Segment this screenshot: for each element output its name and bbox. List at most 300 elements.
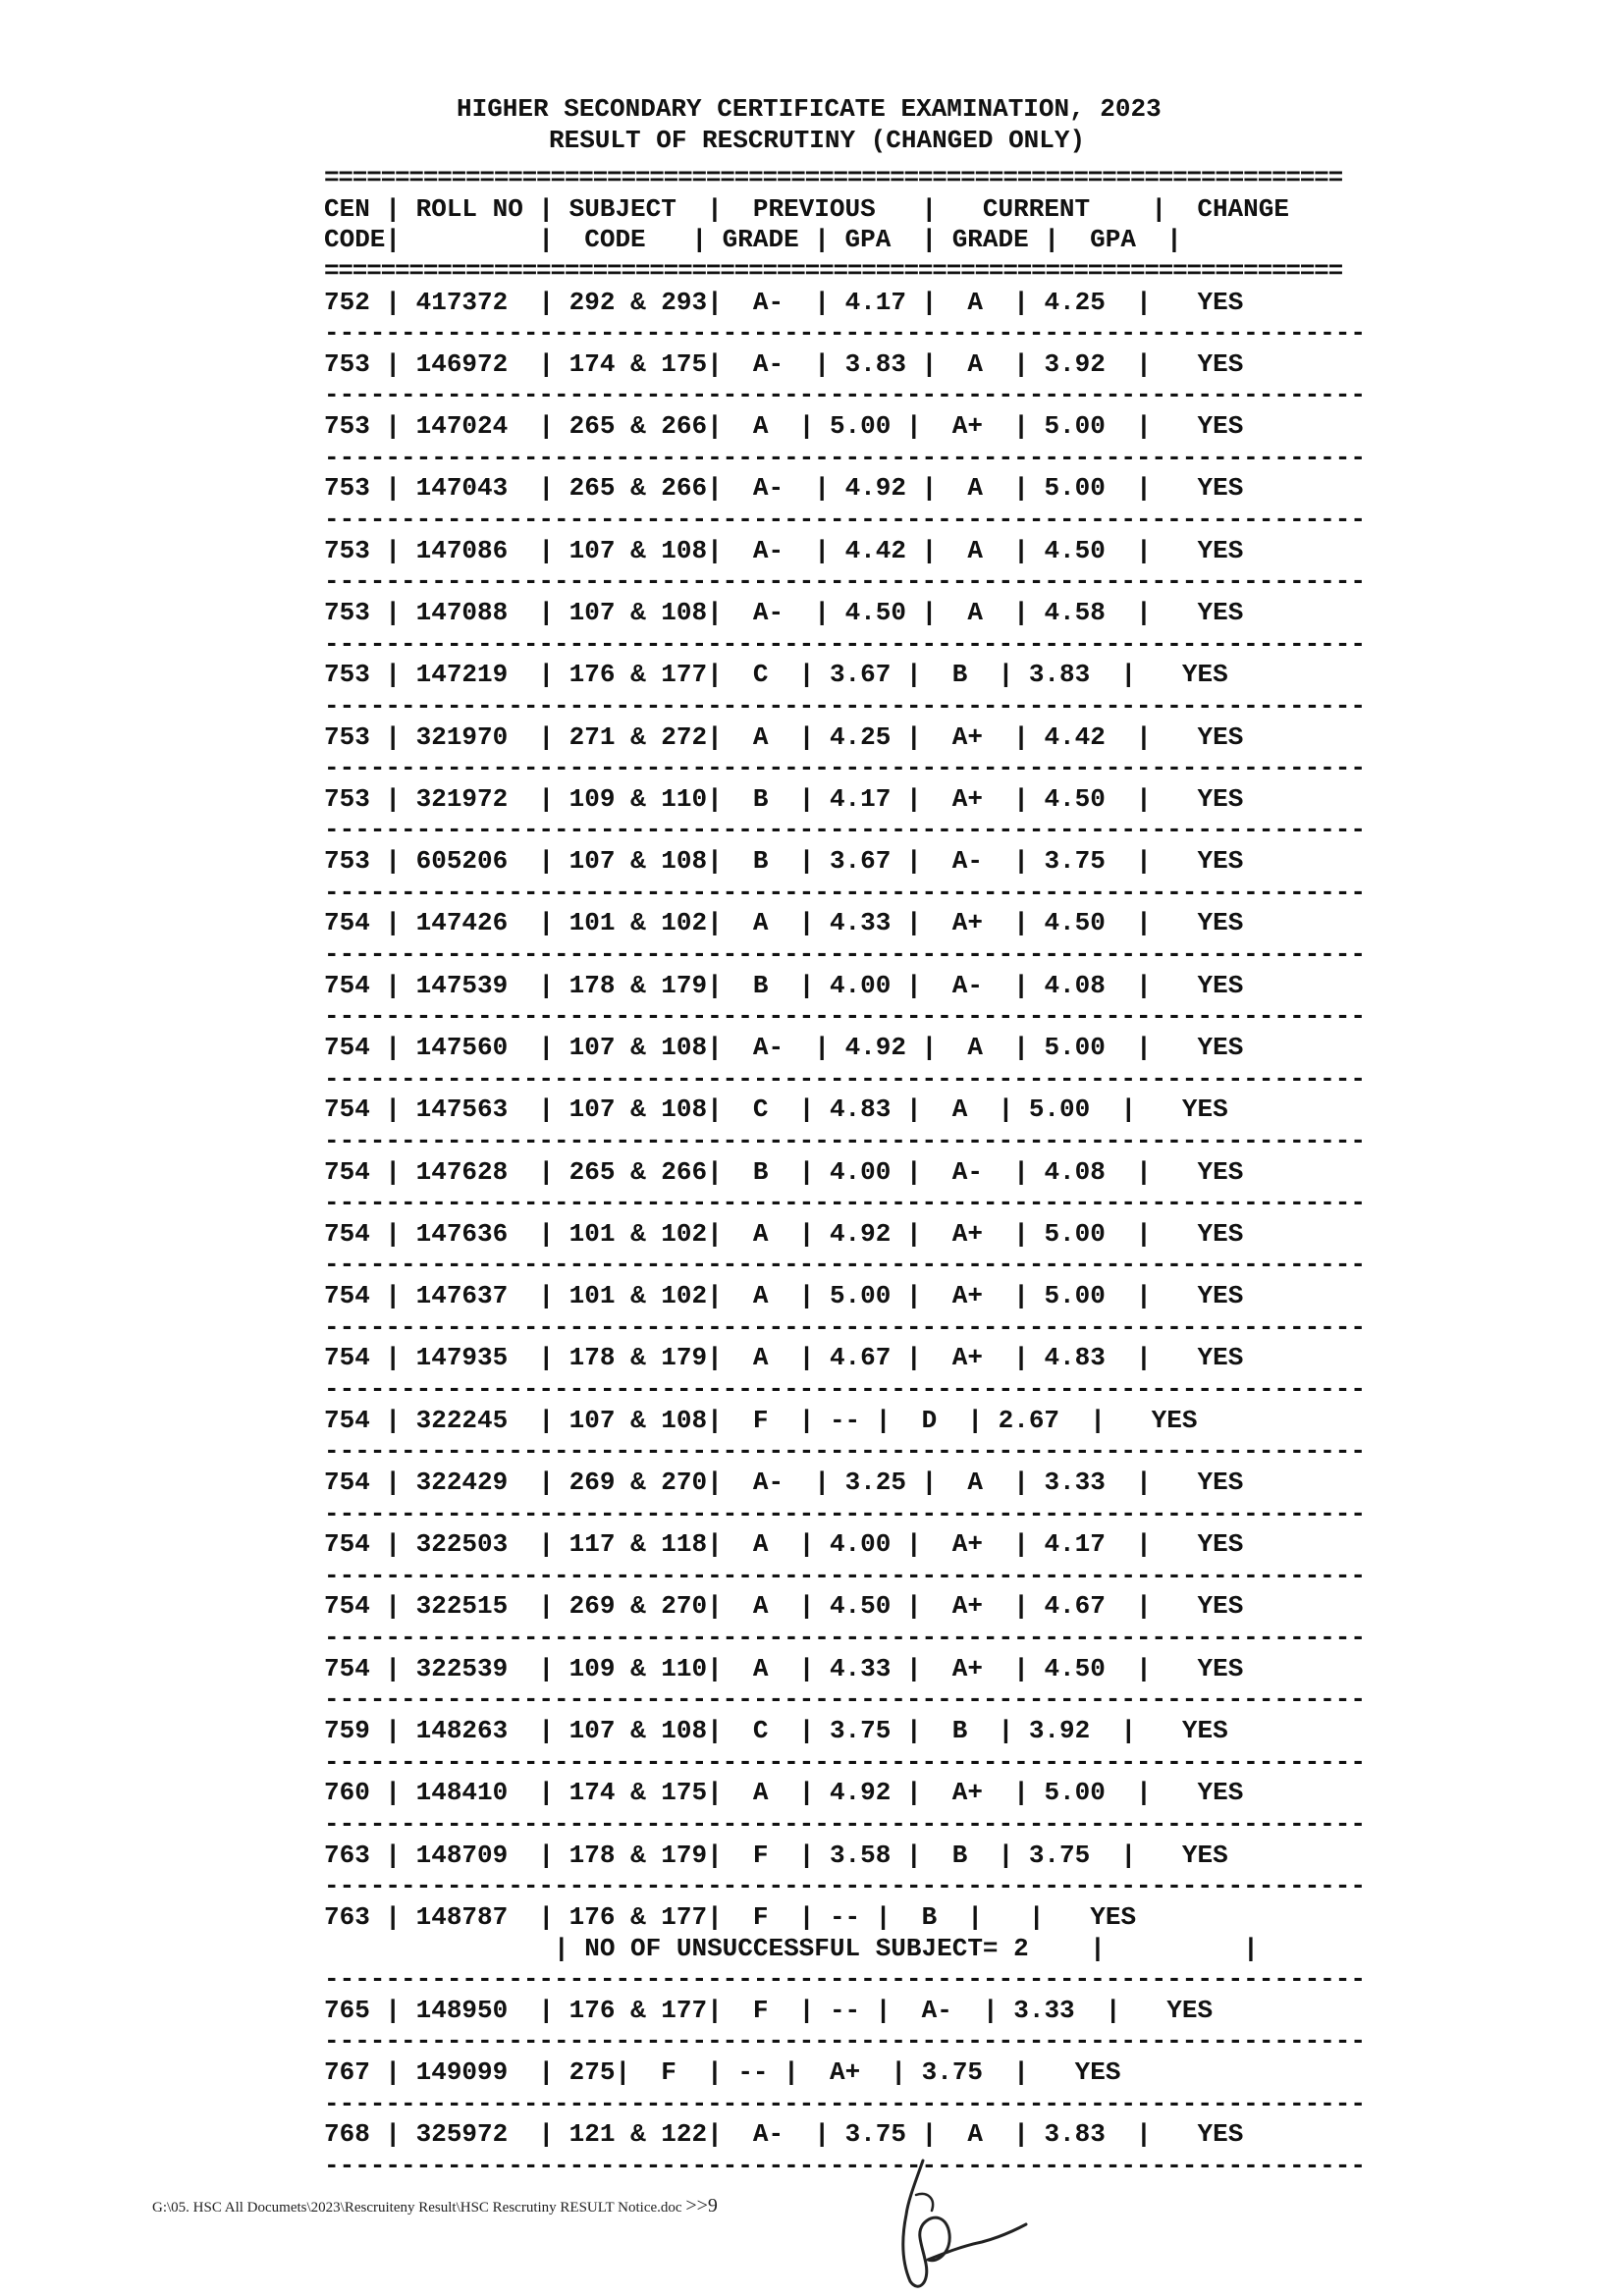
- column-separator: |: [369, 1901, 416, 1932]
- previous-gpa-cell: 4.92: [844, 1032, 906, 1062]
- current-gpa-cell: 3.33: [1013, 1995, 1075, 2025]
- previous-grade-cell: B: [752, 1156, 769, 1187]
- table-row: [324, 2057, 1414, 2089]
- column-separator: |: [983, 2057, 1075, 2088]
- change-cell: YES: [1197, 1156, 1244, 1187]
- previous-grade-cell: A: [752, 1343, 769, 1373]
- table-row: [324, 1033, 1414, 1064]
- double-rule: ========================================================================: [324, 163, 1342, 192]
- column-separator: |: [1105, 721, 1198, 752]
- previous-grade-cell: A-: [752, 287, 784, 317]
- column-separator: |: [369, 1995, 416, 2025]
- previous-gpa-cell: 3.67: [829, 660, 892, 690]
- column-separator: |: [707, 783, 753, 814]
- column-separator: |: [707, 1529, 753, 1560]
- table-row: [324, 784, 1414, 816]
- previous-gpa-cell: 4.50: [829, 1591, 892, 1622]
- column-separator: |: [508, 1778, 569, 1808]
- previous-grade-cell: F: [752, 1995, 769, 2025]
- column-separator: |: [784, 2119, 845, 2150]
- roll-no-cell: 147086: [415, 535, 509, 565]
- row-rule: --------------------------------------------------------------------: [324, 815, 1366, 845]
- change-cell: YES: [1197, 1281, 1244, 1311]
- previous-grade-cell: F: [661, 2057, 676, 2088]
- previous-grade-cell: F: [752, 1840, 769, 1870]
- roll-no-cell: 147935: [415, 1343, 509, 1373]
- column-separator: |: [1105, 1281, 1198, 1311]
- signature: [889, 2156, 1036, 2293]
- column-separator: |: [784, 1032, 845, 1062]
- change-cell: YES: [1197, 597, 1244, 627]
- previous-gpa-cell: --: [737, 2057, 769, 2088]
- current-gpa-cell: 4.25: [1044, 287, 1106, 317]
- current-gpa-cell: 5.00: [1044, 1032, 1106, 1062]
- column-separator: |: [1105, 411, 1198, 442]
- current-grade-cell: A+: [951, 1653, 984, 1683]
- current-grade-cell: A+: [951, 721, 984, 752]
- column-separator: |: [707, 411, 753, 442]
- column-separator: |: [369, 1156, 416, 1187]
- row-rule: --------------------------------------------------------------------: [324, 1311, 1366, 1342]
- subject-code-cell: 176 & 177: [568, 1901, 708, 1932]
- previous-grade-cell: B: [752, 970, 769, 1000]
- column-separator: |: [891, 1156, 952, 1187]
- column-separator: |: [967, 1095, 1029, 1125]
- table-row: [324, 722, 1414, 754]
- row-rule: --------------------------------------------------------------------: [324, 318, 1366, 348]
- subject-code-cell: 101 & 102: [568, 908, 708, 938]
- roll-no-cell: 147560: [415, 1032, 509, 1062]
- column-separator: |: [905, 535, 968, 565]
- column-separator: |: [784, 1467, 845, 1497]
- previous-grade-cell: A-: [752, 597, 784, 627]
- column-separator: |: [369, 535, 416, 565]
- previous-grade-cell: A: [752, 1281, 769, 1311]
- column-separator: |: [983, 473, 1045, 504]
- table-row: [324, 2119, 1414, 2151]
- table-row: [324, 1095, 1414, 1126]
- column-separator: |: [707, 535, 753, 565]
- change-cell: YES: [1166, 1995, 1214, 2025]
- column-separator: |: [768, 970, 830, 1000]
- current-gpa-cell: 4.67: [1044, 1591, 1106, 1622]
- table-row: [324, 1406, 1414, 1437]
- roll-no-cell: 147563: [415, 1095, 509, 1125]
- roll-no-cell: 325972: [415, 2119, 509, 2150]
- previous-grade-cell: A: [752, 721, 769, 752]
- roll-no-cell: 147637: [415, 1281, 509, 1311]
- column-separator: |: [369, 1529, 416, 1560]
- column-separator: |: [369, 1032, 416, 1062]
- roll-no-cell: 147088: [415, 597, 509, 627]
- column-separator: |: [508, 1095, 569, 1125]
- cen-cell: 754: [324, 1218, 370, 1249]
- previous-grade-cell: A-: [752, 348, 784, 379]
- column-separator: |: [891, 1095, 952, 1125]
- current-grade-cell: A+: [951, 411, 984, 442]
- column-separator: |: [508, 1405, 569, 1435]
- change-cell: YES: [1197, 1778, 1244, 1808]
- table-row: [324, 1343, 1414, 1374]
- change-cell: YES: [1197, 1032, 1244, 1062]
- column-separator: |: [860, 1901, 922, 1932]
- column-separator: |: [905, 1467, 968, 1497]
- column-separator: |: [768, 908, 830, 938]
- row-rule: --------------------------------------------------------------------: [324, 1125, 1366, 1155]
- previous-grade-cell: A-: [752, 535, 784, 565]
- previous-grade-cell: A: [752, 908, 769, 938]
- current-gpa-cell: 3.75: [921, 2057, 984, 2088]
- change-cell: YES: [1197, 411, 1244, 442]
- column-separator: |: [891, 1281, 952, 1311]
- table-row: [324, 908, 1414, 939]
- column-separator: |: [707, 287, 753, 317]
- column-separator: |: [1105, 970, 1198, 1000]
- table-row: [324, 1996, 1414, 2027]
- previous-grade-cell: A-: [752, 2119, 784, 2150]
- footer-path-text: G:\05. HSC All Documets\2023\Rescruiteny Result\HSC Rescrutiny RESULT Notice.doc: [152, 2200, 682, 2216]
- previous-gpa-cell: 4.50: [844, 597, 906, 627]
- current-grade-cell: A+: [951, 1591, 984, 1622]
- cen-cell: 753: [324, 660, 370, 690]
- cen-cell: 754: [324, 1653, 370, 1683]
- current-gpa-cell: 5.00: [1044, 473, 1106, 504]
- roll-no-cell: 322429: [415, 1467, 509, 1497]
- column-separator: |: [784, 535, 845, 565]
- column-separator: |: [768, 1281, 830, 1311]
- column-separator: |: [369, 1405, 416, 1435]
- current-grade-cell: B: [921, 1901, 938, 1932]
- column-separator: |: [707, 1281, 753, 1311]
- column-separator: |: [768, 1405, 830, 1435]
- row-rule: --------------------------------------------------------------------: [324, 1250, 1366, 1280]
- column-separator: |: [983, 1156, 1045, 1187]
- column-separator: |: [707, 1840, 753, 1870]
- change-cell: YES: [1197, 1529, 1244, 1560]
- roll-no-cell: 321970: [415, 721, 509, 752]
- current-grade-cell: A-: [951, 970, 984, 1000]
- roll-no-cell: 147043: [415, 473, 509, 504]
- note-row: [324, 1934, 1414, 1965]
- previous-gpa-cell: 4.25: [829, 721, 892, 752]
- column-separator: |: [768, 1156, 830, 1187]
- column-separator: |: [508, 660, 569, 690]
- previous-grade-cell: A: [752, 1778, 769, 1808]
- previous-grade-cell: A-: [752, 1467, 784, 1497]
- row-rule: --------------------------------------------------------------------: [324, 1623, 1366, 1653]
- current-gpa-cell: 4.83: [1044, 1343, 1106, 1373]
- row-rule: --------------------------------------------------------------------: [324, 1001, 1366, 1032]
- header-row-2: CODE| | CODE | GRADE | GPA | GRADE | GPA |: [324, 225, 1182, 255]
- column-separator: |: [891, 970, 952, 1000]
- table-row: [324, 1281, 1414, 1312]
- current-grade-cell: A+: [951, 1778, 984, 1808]
- column-separator: |: [707, 721, 753, 752]
- table-row: [324, 660, 1414, 691]
- change-cell: YES: [1197, 721, 1244, 752]
- current-grade-cell: A+: [829, 2057, 861, 2088]
- roll-no-cell: 147219: [415, 660, 509, 690]
- previous-gpa-cell: 4.00: [829, 970, 892, 1000]
- cen-cell: 754: [324, 1467, 370, 1497]
- column-separator: |: [707, 970, 753, 1000]
- change-cell: YES: [1197, 348, 1244, 379]
- change-cell: YES: [1197, 1343, 1244, 1373]
- column-separator: |: [891, 1529, 952, 1560]
- change-cell: YES: [1197, 970, 1244, 1000]
- subject-code-cell: 107 & 108: [568, 1716, 708, 1746]
- column-separator: |: [1105, 1778, 1198, 1808]
- cen-cell: 754: [324, 1095, 370, 1125]
- change-cell: YES: [1197, 535, 1244, 565]
- current-grade-cell: A+: [951, 1218, 984, 1249]
- subject-code-cell: 178 & 179: [568, 970, 708, 1000]
- roll-no-cell: 147539: [415, 970, 509, 1000]
- current-gpa-cell: 4.50: [1044, 535, 1106, 565]
- column-separator: |: [707, 1405, 753, 1435]
- table-row: [324, 1591, 1414, 1623]
- column-separator: |: [891, 1343, 952, 1373]
- column-separator: |: [369, 783, 416, 814]
- current-grade-cell: A: [967, 535, 984, 565]
- table-row: [324, 1654, 1414, 1685]
- previous-grade-cell: C: [752, 660, 769, 690]
- column-separator: |: [768, 1716, 830, 1746]
- column-separator: |: [951, 1995, 1014, 2025]
- column-separator: |: [905, 348, 968, 379]
- results-table: [324, 163, 1414, 2182]
- column-separator: |: [369, 1218, 416, 1249]
- cen-cell: 754: [324, 1156, 370, 1187]
- row-rule: --------------------------------------------------------------------: [324, 1188, 1366, 1218]
- subject-code-cell: 178 & 179: [568, 1343, 708, 1373]
- current-grade-cell: A-: [951, 846, 984, 877]
- row-rule: --------------------------------------------------------------------: [324, 690, 1366, 721]
- column-separator: |: [1105, 348, 1198, 379]
- column-separator: |: [891, 908, 952, 938]
- roll-no-cell: 148709: [415, 1840, 509, 1870]
- column-separator: |: [983, 1529, 1045, 1560]
- cen-cell: 753: [324, 597, 370, 627]
- column-separator: |: [615, 2057, 662, 2088]
- column-separator: |: [768, 721, 830, 752]
- column-separator: |: [983, 1032, 1045, 1062]
- row-rule: --------------------------------------------------------------------: [324, 1808, 1366, 1839]
- column-separator: |: [768, 1218, 830, 1249]
- subject-code-cell: 292 & 293: [568, 287, 708, 317]
- column-separator: |: [891, 783, 952, 814]
- column-separator: |: [768, 1901, 830, 1932]
- table-row: [324, 349, 1414, 381]
- column-separator: |: [891, 1716, 952, 1746]
- document-subtitle: RESULT OF RESCRUTINY (CHANGED ONLY): [549, 126, 1086, 155]
- column-separator: |: [508, 1901, 569, 1932]
- subject-code-cell: 107 & 108: [568, 1032, 708, 1062]
- change-cell: YES: [1181, 1840, 1228, 1870]
- roll-no-cell: 417372: [415, 287, 509, 317]
- row-rule: --------------------------------------------------------------------: [324, 939, 1366, 970]
- subject-code-cell: 271 & 272: [568, 721, 708, 752]
- subject-code-cell: 176 & 177: [568, 660, 708, 690]
- current-gpa-cell: 5.00: [1044, 1778, 1106, 1808]
- column-separator: |: [983, 411, 1045, 442]
- column-separator: |: [1105, 1343, 1198, 1373]
- column-separator: |: [983, 1343, 1045, 1373]
- column-separator: |: [369, 1591, 416, 1622]
- cen-cell: 760: [324, 1778, 370, 1808]
- current-grade-cell: A: [967, 348, 984, 379]
- column-separator: |: [1090, 660, 1182, 690]
- previous-gpa-cell: 5.00: [829, 1281, 892, 1311]
- column-separator: |: [983, 721, 1045, 752]
- column-separator: |: [891, 721, 952, 752]
- previous-grade-cell: A-: [752, 1032, 784, 1062]
- column-separator: |: [707, 1653, 753, 1683]
- roll-no-cell: 605206: [415, 846, 509, 877]
- previous-gpa-cell: 4.33: [829, 1653, 892, 1683]
- current-grade-cell: A: [967, 287, 984, 317]
- roll-no-cell: 322245: [415, 1405, 509, 1435]
- column-separator: |: [707, 1778, 753, 1808]
- subject-code-cell: 269 & 270: [568, 1467, 708, 1497]
- column-separator: | |: [1028, 1933, 1259, 1963]
- column-separator: |: [369, 721, 416, 752]
- subject-code-cell: 176 & 177: [568, 1995, 708, 2025]
- column-separator: |: [905, 287, 968, 317]
- current-grade-cell: A: [951, 1095, 968, 1125]
- column-separator: |: [508, 1653, 569, 1683]
- row-rule: --------------------------------------------------------------------: [324, 1871, 1366, 1901]
- column-separator: |: [707, 1591, 753, 1622]
- previous-gpa-cell: 3.75: [844, 2119, 906, 2150]
- current-gpa-cell: 3.83: [1028, 660, 1091, 690]
- column-separator: |: [1090, 1095, 1182, 1125]
- cen-cell: 754: [324, 1529, 370, 1560]
- subject-code-cell: 109 & 110: [568, 1653, 708, 1683]
- current-gpa-cell: 5.00: [1044, 411, 1106, 442]
- change-cell: YES: [1197, 908, 1244, 938]
- cen-cell: 754: [324, 1343, 370, 1373]
- change-cell: YES: [1197, 287, 1244, 317]
- column-separator: |: [768, 1778, 830, 1808]
- previous-grade-cell: A: [752, 1591, 769, 1622]
- column-separator: |: [707, 1343, 753, 1373]
- column-separator: |: [1105, 2119, 1198, 2150]
- table-row: [324, 1716, 1414, 1747]
- previous-gpa-cell: 3.83: [844, 348, 906, 379]
- subject-code-cell: 174 & 175: [568, 348, 708, 379]
- double-rule: ========================================================================: [324, 255, 1342, 286]
- row-rule: --------------------------------------------------------------------: [324, 1560, 1366, 1590]
- column-separator: |: [1105, 1591, 1198, 1622]
- roll-no-cell: 321972: [415, 783, 509, 814]
- table-row: [324, 1157, 1414, 1189]
- cen-cell: 768: [324, 2119, 370, 2150]
- change-cell: YES: [1090, 1901, 1137, 1932]
- previous-grade-cell: F: [752, 1405, 769, 1435]
- current-gpa-cell: 3.92: [1028, 1716, 1091, 1746]
- table-row: [324, 1219, 1414, 1251]
- column-separator: |: [508, 1156, 569, 1187]
- current-grade-cell: A+: [951, 1343, 984, 1373]
- row-rule: --------------------------------------------------------------------: [324, 505, 1366, 535]
- column-separator: |: [983, 1218, 1045, 1249]
- column-separator: |: [1090, 1840, 1182, 1870]
- cen-cell: 753: [324, 783, 370, 814]
- roll-no-cell: 322539: [415, 1653, 509, 1683]
- previous-gpa-cell: 4.83: [829, 1095, 892, 1125]
- column-separator: |: [369, 287, 416, 317]
- column-separator: |: [905, 2119, 968, 2150]
- current-gpa-cell: 2.67: [998, 1405, 1060, 1435]
- previous-grade-cell: A: [752, 1653, 769, 1683]
- column-separator: |: [369, 411, 416, 442]
- column-separator: |: [891, 1653, 952, 1683]
- cen-cell: 763: [324, 1840, 370, 1870]
- subject-code-cell: 117 & 118: [568, 1529, 708, 1560]
- cen-cell: 754: [324, 908, 370, 938]
- roll-no-cell: 146972: [415, 348, 509, 379]
- column-separator: |: [768, 660, 830, 690]
- subject-code-cell: 107 & 108: [568, 846, 708, 877]
- column-separator: |: [707, 1156, 753, 1187]
- previous-gpa-cell: --: [829, 1405, 861, 1435]
- subject-code-cell: 178 & 179: [568, 1840, 708, 1870]
- roll-no-cell: 322515: [415, 1591, 509, 1622]
- column-separator: |: [891, 1778, 952, 1808]
- column-separator: |: [768, 2057, 830, 2088]
- table-row: [324, 473, 1414, 505]
- column-separator: |: [707, 597, 753, 627]
- current-gpa-cell: 5.00: [1044, 1281, 1106, 1311]
- change-cell: YES: [1151, 1405, 1198, 1435]
- previous-grade-cell: C: [752, 1716, 769, 1746]
- row-rule: --------------------------------------------------------------------: [324, 380, 1366, 410]
- column-separator: |: [768, 1529, 830, 1560]
- column-separator: |: [905, 597, 968, 627]
- table-row: [324, 598, 1414, 629]
- change-cell: YES: [1197, 1218, 1244, 1249]
- row-rule: --------------------------------------------------------------------: [324, 1964, 1366, 1995]
- column-separator: |: [508, 2119, 569, 2150]
- change-cell: YES: [1197, 1591, 1244, 1622]
- column-separator: |: [707, 908, 753, 938]
- cen-cell: 754: [324, 970, 370, 1000]
- column-separator: |: [369, 1281, 416, 1311]
- column-separator: |: [967, 1716, 1029, 1746]
- current-gpa-cell: 5.00: [1044, 1218, 1106, 1249]
- column-separator: |: [998, 1901, 1091, 1932]
- current-grade-cell: B: [951, 1716, 968, 1746]
- subject-code-cell: 265 & 266: [568, 473, 708, 504]
- previous-grade-cell: A: [752, 411, 769, 442]
- column-separator: |: [369, 1840, 416, 1870]
- previous-gpa-cell: 4.42: [844, 535, 906, 565]
- table-row: [324, 288, 1414, 319]
- change-cell: YES: [1181, 1095, 1228, 1125]
- roll-no-cell: 149099: [415, 2057, 509, 2088]
- table-row: [324, 846, 1414, 878]
- current-grade-cell: B: [951, 1840, 968, 1870]
- column-separator: |: [369, 597, 416, 627]
- column-separator: |: [369, 1653, 416, 1683]
- row-rule: --------------------------------------------------------------------: [324, 1373, 1366, 1404]
- column-separator: |: [768, 1995, 830, 2025]
- subject-code-cell: 109 & 110: [568, 783, 708, 814]
- column-separator: |: [768, 846, 830, 877]
- column-separator: |: [1105, 908, 1198, 938]
- column-separator: |: [369, 846, 416, 877]
